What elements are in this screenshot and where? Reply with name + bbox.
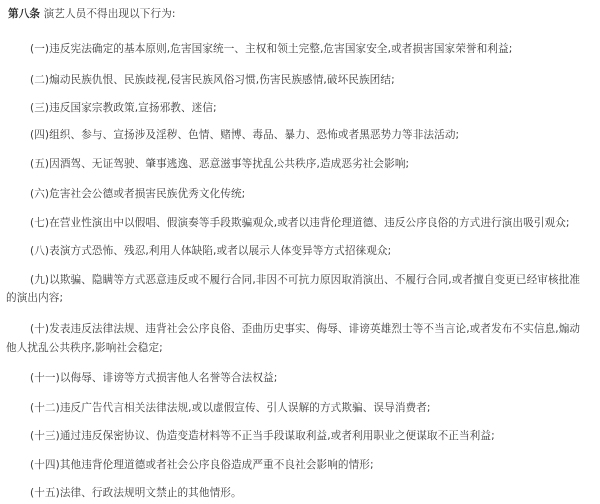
article-number: 第八条 bbox=[8, 8, 41, 20]
list-item-12: (十二)违反广告代言相关法律法规,或以虚假宣传、引人误解的方式欺骗、误导消费者; bbox=[30, 402, 431, 414]
list-item-9: (九)以欺骗、隐瞒等方式恶意违反或不履行合同,非因不可抗力原因取消演出、不履行合同,或者擅自变更已经审核批准 bbox=[30, 274, 581, 286]
list-item-1: (一)违反宪法确定的基本原则,危害国家统一、主权和领土完整,危害国家安全,或者损害国家荣誉和利益; bbox=[30, 43, 513, 55]
list-item-3: (三)违反国家宗教政策,宣扬邪教、迷信; bbox=[30, 102, 217, 114]
list-item-8: (八)表演方式恐怖、残忍,利用人体缺陷,或者以展示人体变异等方式招徕观众; bbox=[30, 245, 392, 257]
list-item-2: (二)煽动民族仇恨、民族歧视,侵害民族风俗习惯,伤害民族感情,破坏民族团结; bbox=[30, 74, 395, 86]
list-item-4: (四)组织、参与、宣扬涉及淫秽、色情、赌博、毒品、暴力、恐怖或者黑恶势力等非法活动; bbox=[30, 129, 460, 141]
list-item-15: (十五)法律、行政法规明文禁止的其他情形。 bbox=[30, 487, 242, 499]
list-item-13: (十三)通过违反保密协议、伪造变造材料等不正当手段谋取利益,或者利用职业之便谋取不正当利益; bbox=[30, 430, 495, 442]
list-item-10: (十)发表违反法律法规、违背社会公序良俗、歪曲历史事实、侮辱、诽谤英雄烈士等不当言论,或者发布不实信息,煽动 bbox=[30, 323, 581, 335]
list-item-9-continuation: 的演出内容; bbox=[6, 292, 64, 304]
list-item-7: (七)在营业性演出中以假唱、假演奏等手段欺骗观众,或者以违背伦理道德、违反公序良俗的方式进行演出吸引观众; bbox=[30, 217, 570, 229]
article-title bbox=[8, 7, 600, 21]
list-item-6: (六)危害社会公德或者损害民族优秀文化传统; bbox=[30, 188, 246, 200]
list-item-11: (十一)以侮辱、诽谤等方式损害他人名誉等合法权益; bbox=[30, 372, 278, 384]
list-item-14: (十四)其他违背伦理道德或者社会公序良俗造成严重不良社会影响的情形; bbox=[30, 459, 374, 471]
article-heading: 演艺人员不得出现以下行为: bbox=[43, 8, 176, 20]
list-item-10-continuation: 他人扰乱公共秩序,影响社会稳定; bbox=[6, 342, 163, 354]
list-item-5: (五)因酒驾、无证驾驶、肇事逃逸、恶意滋事等扰乱公共秩序,造成恶劣社会影响; bbox=[30, 158, 410, 170]
